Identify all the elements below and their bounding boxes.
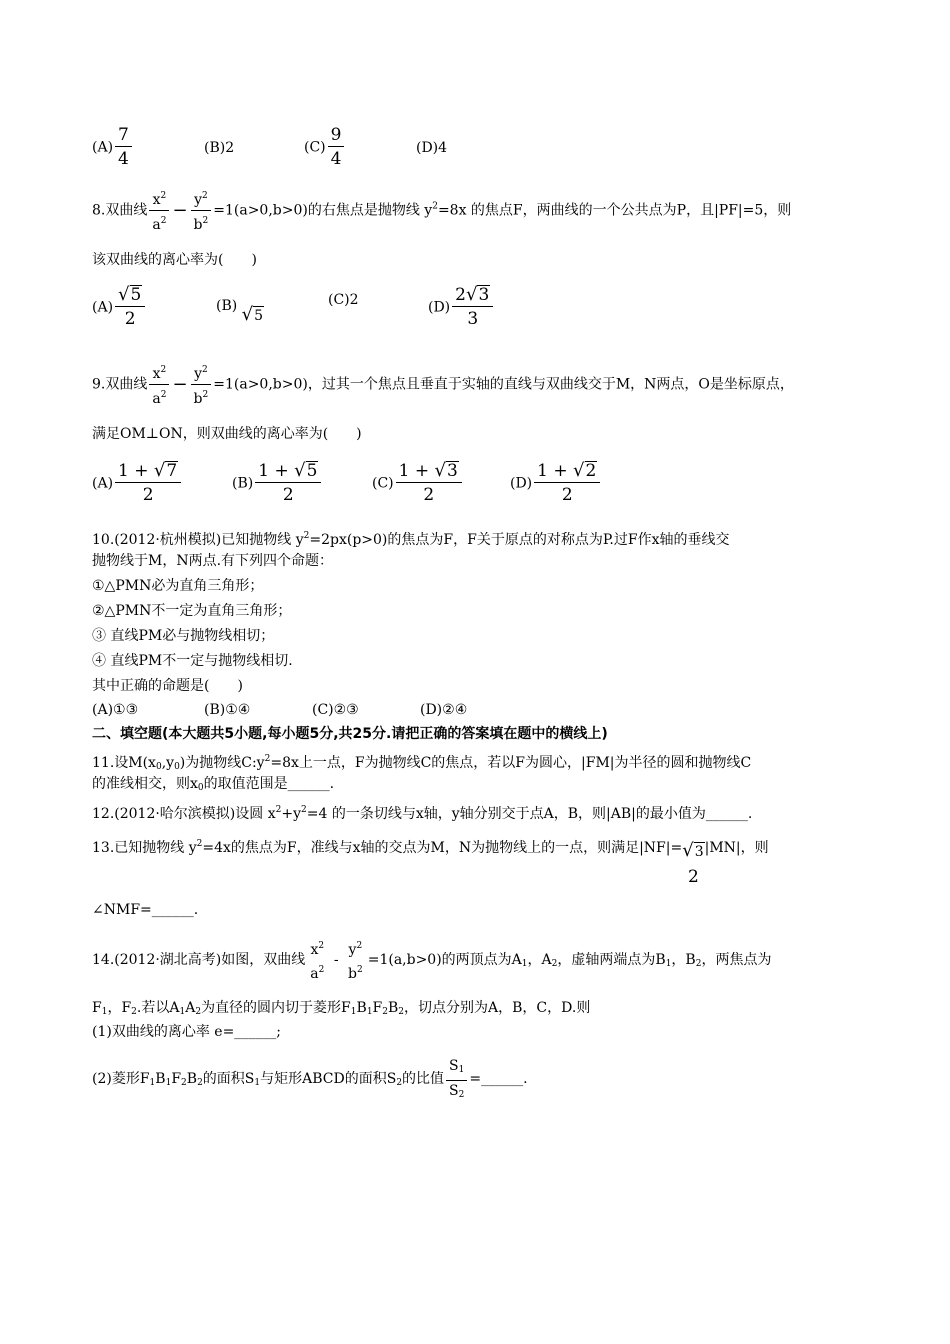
q10-option-d: (D)②④: [420, 702, 468, 718]
q10-stem: 10.(2012·杭州模拟)已知抛物线 $y^2=2px(p>0)$的焦点为F，F关于原点的对称点为P.过F作x轴的垂线交: [92, 531, 730, 548]
q7-option-b: (B)2: [204, 140, 235, 156]
fraction: $\frac{x^2}{a^2}$: [149, 186, 169, 235]
q10-ask: 其中正确的命题是( ): [92, 678, 243, 694]
fraction: $\frac{√5}{2}$: [115, 284, 145, 331]
q10-option-c: (C)②③: [312, 702, 359, 718]
fraction: $\frac{1 + √5}{2}$: [255, 460, 321, 507]
q9-stem-line2: 满足OM⊥ON，则双曲线的离心率为( ): [92, 426, 362, 442]
q8-option-d: (D) $\frac{2√3}{3}$: [428, 284, 495, 331]
q9-option-d: (D) $\frac{1 + √2}{2}$: [510, 460, 602, 507]
q8-option-a: (A) $\frac{√5}{2}$: [92, 284, 147, 331]
q12-stem: 12.(2012·哈尔滨模拟)设圆 $x^2+y^2=4$ 的一条切线与x轴，y轴分别交于点A，B，则|AB|的最小值为______.: [92, 805, 753, 822]
fraction: $\frac{1 + √7}{2}$: [115, 460, 181, 507]
q10-option-b: (B)①④: [204, 702, 251, 718]
q9-option-b: (B) $\frac{1 + √5}{2}$: [232, 460, 323, 507]
sqrt: √3: [465, 284, 490, 305]
q14-stem: 14.(2012·湖北高考)如图，双曲线 $x^2$ $a^2$ - $y^2$ $b^2$ =1(a,b>0)的两顶点为$A_1$，$A_2$，虚轴两端点为$B_1$，$B_2$，两焦点为: [92, 936, 771, 984]
fraction: $\frac{9}{4}$: [328, 124, 345, 171]
q10-proposition-4: ④ 直线PM不一定与抛物线相切.: [92, 653, 293, 669]
fraction: $y^2$ $b^2$: [348, 941, 363, 982]
q8-option-b: (B) √5: [216, 298, 264, 325]
q11-stem-line2: 的准线相交，则$x_0$的取值范围是______.: [92, 776, 335, 793]
fraction: $\frac{2√3}{3}$: [452, 284, 493, 331]
q9-stem: 9.双曲线 $\frac{x^2}{a^2}$ − $\frac{y^2}{b^2}$ =1(a>0,b>0)，过其一个焦点且垂直于实轴的直线与双曲线交于M，N两点，O是坐标原点，: [92, 360, 794, 409]
fraction: $x^2$ $a^2$: [310, 941, 325, 982]
q10-proposition-3: ③ 直线PM必与抛物线相切；: [92, 628, 275, 644]
q14-part-1: (1)双曲线的离心率 e=______;: [92, 1024, 282, 1040]
q11-stem: 11.设$M(x_0,y_0)$为抛物线$C:y^2=8x$上一点，F为抛物线C的焦点，若以F为圆心，|FM|为半径的圆和抛物线C: [92, 754, 752, 772]
q8-stem-line2: 该双曲线的离心率为( ): [92, 252, 257, 268]
fraction: √3 2: [682, 840, 704, 887]
sqrt: √3: [434, 460, 458, 481]
q14-stem-line2: $F_1$，$F_2$.若以$A_1A_2$为直径的圆内切于菱形$F_1B_1F_2B_2$，切点分别为A，B，C，D.则: [92, 1000, 591, 1017]
q14-part-2: (2)菱形$F_1B_1F_2B_2$的面积$S_1$与矩形ABCD的面积$S_2$的比值 $\frac{S_1}{S_2}$ =______.: [92, 1056, 528, 1105]
sqrt: √5: [294, 460, 318, 481]
q10-proposition-2: ②△PMN不一定为直角三角形；: [92, 603, 292, 619]
sqrt: √5: [118, 284, 142, 305]
q10-stem-line2: 抛物线于M，N两点.有下列四个命题：: [92, 553, 334, 569]
sqrt: √2: [573, 460, 597, 481]
q13-stem: 13.已知抛物线 $y^2=4x$的焦点为F，准线与x轴的交点为M，N为抛物线上的一点，则满足|NF|= √3 2 |MN|，则: [92, 832, 769, 890]
q8-stem: 8.双曲线 $\frac{x^2}{a^2}$ − $\frac{y^2}{b^2}$ =1(a>0,b>0)的右焦点是抛物线 $y^2=8x$ 的焦点F，两曲线的一个公共点为P，且|PF|=5，则: [92, 186, 791, 235]
fraction: $\frac{y^2}{b^2}$: [191, 186, 212, 235]
fraction: $\frac{x^2}{a^2}$: [149, 360, 169, 409]
q10-option-a: (A)①③: [92, 702, 139, 718]
fraction: $\frac{1 + √2}{2}$: [534, 460, 600, 507]
fraction: $\frac{y^2}{b^2}$: [191, 360, 212, 409]
section-heading: 二、填空题(本大题共5小题,每小题5分,共25分.请把正确的答案填在题中的横线上): [92, 726, 608, 742]
q9-option-c: (C) $\frac{1 + √3}{2}$: [372, 460, 464, 507]
sqrt: √7: [153, 460, 178, 481]
q10-proposition-1: ①△PMN必为直角三角形；: [92, 578, 264, 594]
q8-option-c: (C)2: [328, 292, 359, 308]
q13-stem-line2: ∠NMF=______.: [92, 902, 199, 918]
fraction: $\frac{1 + √3}{2}$: [396, 460, 462, 507]
fraction: $\frac{7}{4}$: [115, 124, 132, 171]
q7-option-c: (C) $\frac{9}{4}$: [304, 124, 346, 171]
q7-option-a: (A) $\frac{7}{4}$: [92, 124, 134, 171]
q7-option-d: (D)4: [416, 140, 448, 156]
q9-option-a: (A) $\frac{1 + √7}{2}$: [92, 460, 183, 507]
sqrt: √3: [682, 840, 704, 861]
fraction: $\frac{S_1}{S_2}$: [446, 1056, 467, 1105]
sqrt: √5: [241, 304, 264, 325]
